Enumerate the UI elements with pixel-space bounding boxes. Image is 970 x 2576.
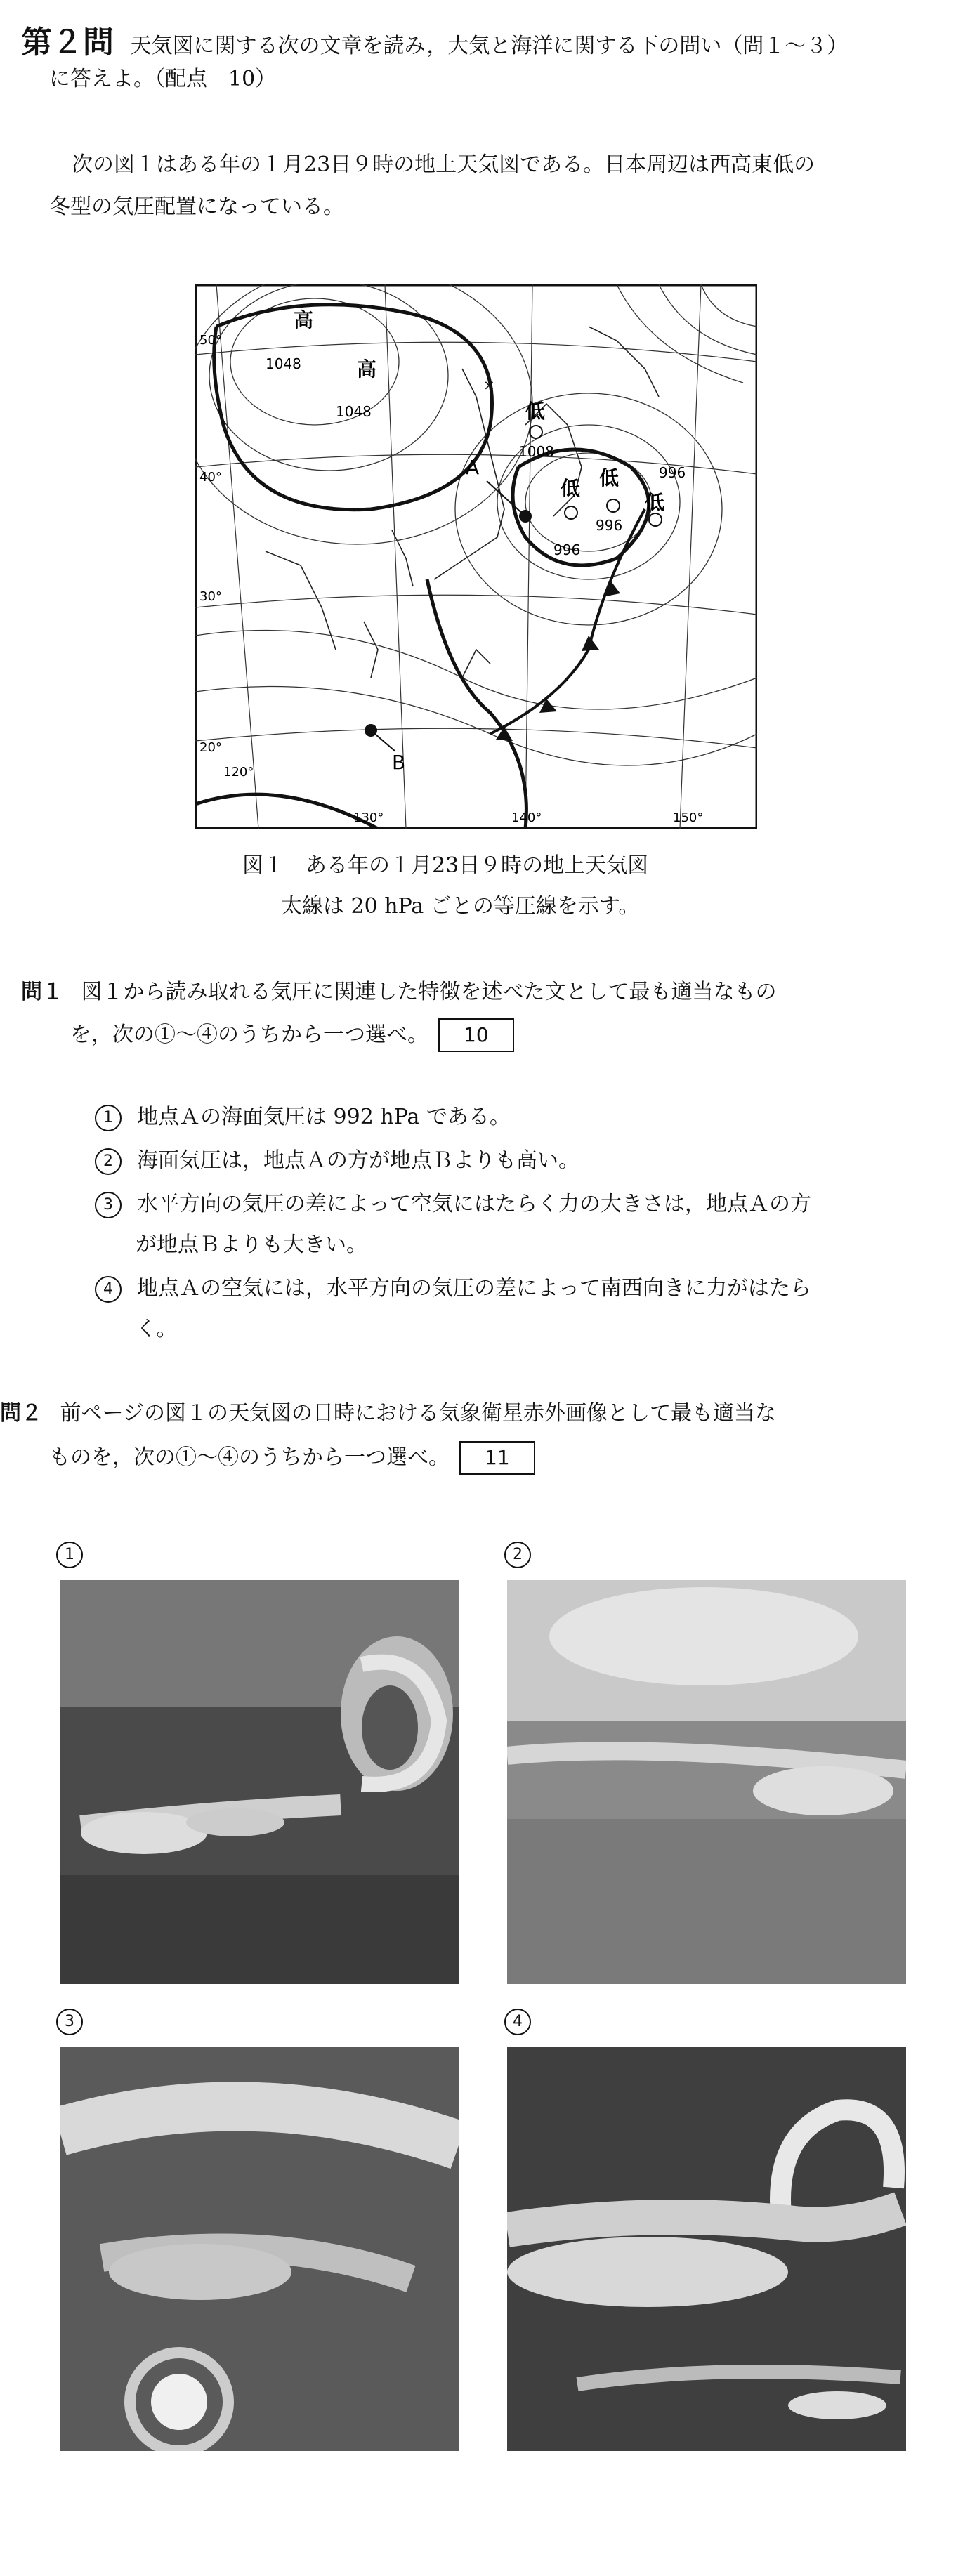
- weather-map-svg: [195, 284, 757, 829]
- q2-label: 問２: [0, 1401, 42, 1426]
- figure-caption-2: 太線は 20 hPa ごとの等圧線を示す。: [281, 894, 640, 919]
- q1-option-2-number: 2: [95, 1148, 122, 1175]
- q1-option-4-cont: く。: [136, 1317, 178, 1341]
- q1-option-4-text: 地点Ａの空気には，水平方向の気圧の差によって南西向きに力がはたら: [137, 1276, 811, 1301]
- lat-label-40: 40°: [199, 470, 222, 485]
- q1-option-2-text: 海面気圧は，地点Ａの方が地点Ｂよりも高い。: [137, 1148, 579, 1173]
- q1-answer-box[interactable]: 10: [438, 1018, 514, 1052]
- high-label-2: 高: [357, 357, 377, 381]
- image-choice-1-label: [56, 1542, 98, 1568]
- q1-option-2[interactable]: [95, 1145, 579, 1177]
- q1-option-3[interactable]: [95, 1188, 811, 1221]
- lon-label-140: 140°: [511, 810, 542, 825]
- low-label-3: 低: [599, 466, 620, 489]
- satellite-image-1[interactable]: [60, 1580, 459, 1984]
- satellite-image-2-svg: [507, 1580, 906, 1984]
- satellite-image-1-svg: [60, 1580, 459, 1984]
- point-a-label: A: [466, 456, 480, 479]
- q1-line1: [21, 976, 777, 1008]
- q1-text2: を，次の①～④のうちから一つ選べ。: [70, 1023, 428, 1047]
- svg-text:×: ×: [483, 376, 495, 393]
- q2-answer-box[interactable]: 11: [459, 1441, 535, 1475]
- image-choice-3-number: 3: [56, 2009, 83, 2035]
- image-choice-2-label: [504, 1542, 546, 1568]
- high-value-2: 1048: [336, 403, 372, 420]
- lat-label-20: 20°: [199, 740, 222, 755]
- lon-label-130: 130°: [353, 810, 384, 825]
- point-b-label: B: [392, 751, 406, 774]
- q2-text1: 前ページの図１の天気図の日時における気象衛星赤外画像として最も適当な: [60, 1401, 776, 1426]
- lat-label-50: 50°: [199, 333, 222, 348]
- q1-label: 問１: [21, 980, 63, 1004]
- low-value-4: 996: [553, 541, 581, 558]
- q2-line2: [49, 1441, 535, 1475]
- question-header: [21, 27, 848, 63]
- satellite-image-2[interactable]: [507, 1580, 906, 1984]
- q1-option-4[interactable]: [95, 1273, 811, 1305]
- lon-label-120: 120°: [223, 765, 254, 780]
- image-choice-4-number: 4: [504, 2009, 531, 2035]
- image-choice-3-label: [56, 2009, 98, 2035]
- low-value-3: 996: [596, 517, 623, 534]
- satellite-image-3[interactable]: [60, 2047, 459, 2451]
- q1-text1: 図１から読み取れる気圧に関連した特徴を述べた文として最も適当なもの: [81, 980, 777, 1004]
- q1-option-3-number: 3: [95, 1192, 122, 1218]
- intro-line2: 冬型の気圧配置になっている。: [49, 195, 344, 219]
- image-choice-2-number: 2: [504, 1542, 531, 1568]
- high-value-1: 1048: [266, 355, 301, 372]
- image-choice-4-label: [504, 2009, 546, 2035]
- satellite-image-3-svg: [60, 2047, 459, 2451]
- header-line2: に答えよ。（配点 10）: [49, 67, 277, 91]
- low-label-2: 低: [561, 477, 581, 500]
- q1-option-3-cont: が地点Ｂよりも大きい。: [136, 1233, 367, 1257]
- satellite-image-4[interactable]: [507, 2047, 906, 2451]
- low-label-1: 低: [525, 400, 546, 423]
- lat-label-30: 30°: [199, 589, 222, 604]
- q1-option-4-number: 4: [95, 1276, 122, 1303]
- high-label-1: 高: [294, 308, 314, 331]
- low-value-2: 996: [659, 464, 686, 481]
- weather-map: [195, 284, 757, 829]
- q1-option-1[interactable]: [95, 1101, 511, 1133]
- figure-caption-1: 図１ ある年の１月23日９時の地上天気図: [242, 853, 649, 878]
- satellite-image-4-svg: [507, 2047, 906, 2451]
- image-choice-1-number: 1: [56, 1542, 83, 1568]
- q1-line2: [70, 1018, 514, 1052]
- header-line1: 天気図に関する次の文章を読み，大気と海洋に関する下の問い（問１～３）: [130, 34, 848, 58]
- q1-option-1-number: 1: [95, 1105, 122, 1131]
- lon-label-150: 150°: [673, 810, 704, 825]
- q1-option-3-text: 水平方向の気圧の差によって空気にはたらく力の大きさは，地点Ａの方: [137, 1192, 811, 1216]
- low-value-1: 1008: [518, 443, 554, 460]
- intro-line1: 次の図１はある年の１月23日９時の地上天気図である。日本周辺は西高東低の: [72, 152, 815, 177]
- low-label-4: 低: [645, 491, 665, 514]
- question-number: 第２問: [21, 25, 114, 60]
- q1-option-1-text: 地点Ａの海面気圧は 992 hPa である。: [137, 1105, 511, 1129]
- q2-line1: [0, 1398, 776, 1430]
- q2-text2: ものを，次の①～④のうちから一つ選べ。: [49, 1445, 450, 1470]
